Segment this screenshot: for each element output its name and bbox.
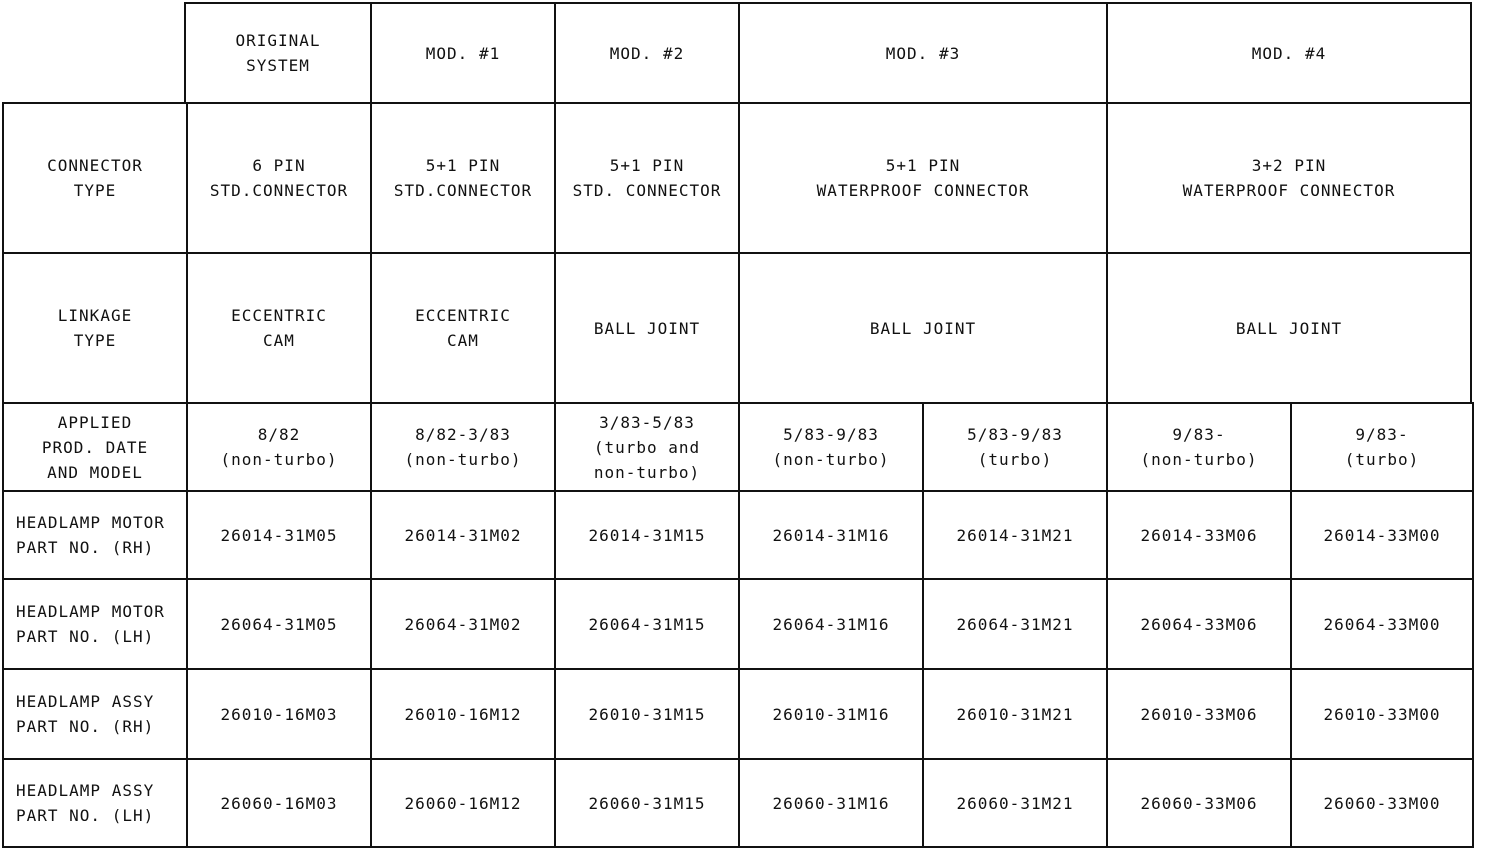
applied-mod-2: 3/83-5/83 (turbo and non-turbo) [554, 402, 740, 492]
motor-rh-original: 26014-31M05 [186, 490, 372, 580]
assy-rh-mod-4-turbo: 26010-33M00 [1290, 668, 1474, 760]
linkage-original: ECCENTRIC CAM [186, 252, 372, 404]
row-label-linkage-type: LINKAGE TYPE [2, 252, 188, 404]
assy-lh-mod-4-non-turbo: 26060-33M06 [1106, 758, 1292, 848]
row-label-connector-type: CONNECTOR TYPE [2, 102, 188, 254]
applied-mod-1: 8/82-3/83 (non-turbo) [370, 402, 556, 492]
connector-mod-1: 5+1 PIN STD.CONNECTOR [370, 102, 556, 254]
motor-lh-mod-1: 26064-31M02 [370, 578, 556, 670]
linkage-mod-1: ECCENTRIC CAM [370, 252, 556, 404]
header-original-system: ORIGINAL SYSTEM [184, 2, 372, 104]
row-label-assy-rh: HEADLAMP ASSY PART NO. (RH) [2, 668, 188, 760]
row-label-motor-lh: HEADLAMP MOTOR PART NO. (LH) [2, 578, 188, 670]
row-label-motor-rh: HEADLAMP MOTOR PART NO. (RH) [2, 490, 188, 580]
motor-rh-mod-3-turbo: 26014-31M21 [922, 490, 1108, 580]
corner-empty-cell [2, 2, 186, 102]
assy-lh-original: 26060-16M03 [186, 758, 372, 848]
header-mod-4: MOD. #4 [1106, 2, 1472, 104]
motor-rh-mod-2: 26014-31M15 [554, 490, 740, 580]
row-label-applied-date: APPLIED PROD. DATE AND MODEL [2, 402, 188, 492]
motor-rh-mod-4-non-turbo: 26014-33M06 [1106, 490, 1292, 580]
linkage-mod-4: BALL JOINT [1106, 252, 1472, 404]
motor-lh-mod-3-non-turbo: 26064-31M16 [738, 578, 924, 670]
motor-lh-original: 26064-31M05 [186, 578, 372, 670]
applied-mod-4-turbo: 9/83- (turbo) [1290, 402, 1474, 492]
connector-mod-2: 5+1 PIN STD. CONNECTOR [554, 102, 740, 254]
assy-rh-mod-4-non-turbo: 26010-33M06 [1106, 668, 1292, 760]
motor-lh-mod-4-turbo: 26064-33M00 [1290, 578, 1474, 670]
applied-original: 8/82 (non-turbo) [186, 402, 372, 492]
row-label-assy-lh: HEADLAMP ASSY PART NO. (LH) [2, 758, 188, 848]
assy-rh-original: 26010-16M03 [186, 668, 372, 760]
assy-lh-mod-1: 26060-16M12 [370, 758, 556, 848]
assy-lh-mod-3-non-turbo: 26060-31M16 [738, 758, 924, 848]
motor-lh-mod-4-non-turbo: 26064-33M06 [1106, 578, 1292, 670]
connector-mod-4: 3+2 PIN WATERPROOF CONNECTOR [1106, 102, 1472, 254]
assy-lh-mod-4-turbo: 26060-33M00 [1290, 758, 1474, 848]
applied-mod-4-non-turbo: 9/83- (non-turbo) [1106, 402, 1292, 492]
motor-rh-mod-1: 26014-31M02 [370, 490, 556, 580]
motor-rh-mod-3-non-turbo: 26014-31M16 [738, 490, 924, 580]
header-mod-2: MOD. #2 [554, 2, 740, 104]
motor-rh-mod-4-turbo: 26014-33M00 [1290, 490, 1474, 580]
applied-mod-3-turbo: 5/83-9/83 (turbo) [922, 402, 1108, 492]
connector-mod-3: 5+1 PIN WATERPROOF CONNECTOR [738, 102, 1108, 254]
assy-lh-mod-3-turbo: 26060-31M21 [922, 758, 1108, 848]
motor-lh-mod-3-turbo: 26064-31M21 [922, 578, 1108, 670]
applied-mod-3-non-turbo: 5/83-9/83 (non-turbo) [738, 402, 924, 492]
linkage-mod-3: BALL JOINT [738, 252, 1108, 404]
connector-original: 6 PIN STD.CONNECTOR [186, 102, 372, 254]
assy-rh-mod-1: 26010-16M12 [370, 668, 556, 760]
linkage-mod-2: BALL JOINT [554, 252, 740, 404]
assy-lh-mod-2: 26060-31M15 [554, 758, 740, 848]
assy-rh-mod-3-turbo: 26010-31M21 [922, 668, 1108, 760]
header-mod-3: MOD. #3 [738, 2, 1108, 104]
assy-rh-mod-3-non-turbo: 26010-31M16 [738, 668, 924, 760]
header-mod-1: MOD. #1 [370, 2, 556, 104]
assy-rh-mod-2: 26010-31M15 [554, 668, 740, 760]
motor-lh-mod-2: 26064-31M15 [554, 578, 740, 670]
